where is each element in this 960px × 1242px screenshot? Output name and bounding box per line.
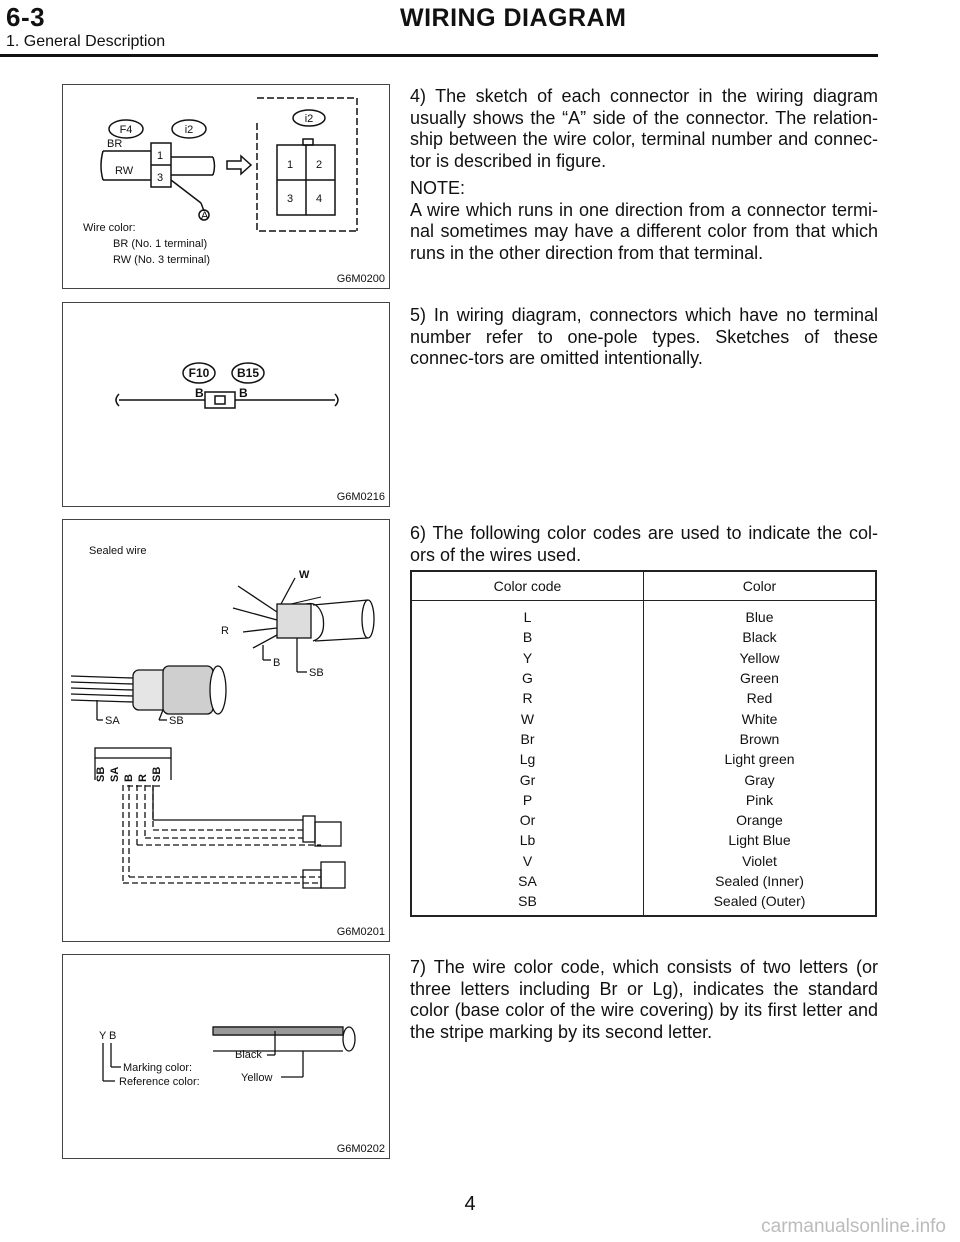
reference-color-value: Yellow <box>241 1072 273 1084</box>
table-row <box>411 648 876 668</box>
terminal-label-3: 3 <box>157 172 164 184</box>
color-name-cell: Pink <box>745 791 774 808</box>
color-name-cell: Orange <box>736 812 783 829</box>
paragraph-5: 5) In wiring diagram, connectors which have no terminal number refer to one-pole types. Sketches of these connec-tors are omitted intentionally. <box>410 305 878 368</box>
figure-caption: G6M0200 <box>336 273 385 285</box>
one-pole-connector-drawing <box>63 303 389 506</box>
wire-label-r: R <box>221 625 229 637</box>
color-name-cell: Black <box>742 629 777 646</box>
color-code-cell: P <box>411 790 644 810</box>
paragraph-wire-color-code <box>410 957 878 1043</box>
color-name-cell: Yellow <box>739 649 780 666</box>
wire-color-line-1: BR (No. 1 terminal) <box>113 238 208 250</box>
paragraph-color-codes <box>410 523 878 566</box>
color-code-table <box>410 570 877 917</box>
wire-color-line-2: RW (No. 3 terminal) <box>113 254 210 266</box>
note-label: NOTE: <box>410 178 466 198</box>
color-code-cell: V <box>411 851 644 871</box>
color-code-cell: Lb <box>411 830 644 850</box>
table-row <box>411 810 876 830</box>
grid-terminal-4: 4 <box>316 193 323 205</box>
paragraph-6: 6) The following color codes are used to indicate the col-ors of the wires used. <box>410 523 878 565</box>
side-a-label: A <box>201 210 209 222</box>
wire-color-code-drawing <box>63 955 389 1158</box>
table-row <box>411 871 876 891</box>
connector-label-i2: i2 <box>184 124 194 136</box>
color-code-cell: Or <box>411 810 644 830</box>
vertical-label-sb-1: SB <box>95 766 107 782</box>
color-code-cell: Y <box>411 648 644 668</box>
subsection-title: 1. General Description <box>6 33 166 50</box>
figure-caption: G6M0201 <box>336 926 385 938</box>
color-name-cell: Gray <box>744 771 775 788</box>
color-name-cell: Sealed (Inner) <box>715 873 804 889</box>
color-code-cell: G <box>411 668 644 688</box>
reference-color-label: Reference color: <box>119 1076 200 1088</box>
terminal-label-1: 1 <box>157 150 164 162</box>
connector-label-b15: B15 <box>236 366 260 380</box>
table-row <box>411 851 876 871</box>
wire-label-sa: SA <box>105 715 120 727</box>
wire-label-right: B <box>239 386 248 400</box>
table-row <box>411 749 876 769</box>
grid-terminal-1: 1 <box>287 159 294 171</box>
page-title: WIRING DIAGRAM <box>400 4 627 32</box>
color-code-cell: R <box>411 688 644 708</box>
color-name-cell: Blue <box>745 609 774 626</box>
grid-terminal-2: 2 <box>316 159 323 171</box>
color-code-cell: W <box>411 708 644 728</box>
paragraph-4: 4) The sketch of each connector in the wiring diagram usually shows the “A” side of the connector. The relation-ship between the wire color, terminal number and connec-tor is described in figure. <box>410 86 878 171</box>
wire-label-sb: SB <box>309 667 324 679</box>
figure-connector-sketch <box>62 84 390 289</box>
color-code-cell: Br <box>411 729 644 749</box>
color-code-cell: SA <box>411 871 644 891</box>
color-code-cell: Lg <box>411 749 644 769</box>
watermark: carmanualsonline.info <box>761 1216 946 1237</box>
figure-caption: G6M0202 <box>336 1143 385 1155</box>
color-code-cell: B <box>411 627 644 647</box>
vertical-label-r: R <box>137 774 149 782</box>
marking-color-value: Black <box>235 1049 262 1061</box>
color-name-cell: White <box>741 710 778 727</box>
connector-label-i2-enlarged: i2 <box>304 113 314 125</box>
sealed-wire-drawing <box>63 520 389 941</box>
wire-label-br: BR <box>107 138 123 150</box>
paragraph-7: 7) The wire color code, which consists of two letters (or three letters including Br or Lg), indicates the standard color (base color of the wire covering) by its first letter and the stripe marking by its second letter. <box>410 957 878 1042</box>
color-name-cell: Brown <box>739 730 780 747</box>
section-number: 6-3 <box>6 2 46 32</box>
table-header-row <box>411 571 876 601</box>
column-header-color: Color <box>644 571 877 601</box>
color-code-cell: Gr <box>411 769 644 789</box>
table-row <box>411 830 876 850</box>
connector-sketch-drawing <box>63 85 389 288</box>
wire-label-left: B <box>195 386 204 400</box>
color-name-cell: Green <box>740 670 779 687</box>
paragraph-connector-sketch <box>410 86 878 264</box>
table-row <box>411 688 876 708</box>
connector-label-f4: F4 <box>119 124 133 136</box>
table-row <box>411 627 876 647</box>
page-number: 4 <box>464 1193 476 1215</box>
header-rule <box>0 54 878 57</box>
column-header-code: Color code <box>411 571 644 601</box>
table-row <box>411 729 876 749</box>
code-letter-b: B <box>109 1030 117 1042</box>
wire-color-title: Wire color: <box>83 222 136 234</box>
color-code-cell: L <box>411 601 644 628</box>
wire-label-rw: RW <box>115 165 134 177</box>
sealed-wire-title: Sealed wire <box>89 545 147 557</box>
table-row <box>411 708 876 728</box>
wire-label-b: B <box>273 657 281 669</box>
figure-caption: G6M0216 <box>336 491 385 503</box>
connector-label-f10: F10 <box>188 366 210 380</box>
code-letter-y: Y <box>99 1030 107 1042</box>
grid-terminal-3: 3 <box>287 193 294 205</box>
vertical-label-sb-2: SB <box>151 766 163 782</box>
table-row <box>411 769 876 789</box>
figure-one-pole-connector <box>62 302 390 507</box>
table-row <box>411 891 876 916</box>
color-code-cell: SB <box>411 891 644 916</box>
color-name-cell: Violet <box>742 852 777 869</box>
table-row <box>411 790 876 810</box>
color-name-cell: Red <box>746 690 773 707</box>
figure-wire-color-code <box>62 954 390 1159</box>
color-name-cell: Sealed (Outer) <box>713 893 806 910</box>
note-text: A wire which runs in one direction from a connector termi-nal sometimes may have a different color from that which runs in the other direction from that terminal. <box>410 199 878 263</box>
marking-color-label: Marking color: <box>123 1062 193 1074</box>
color-name-cell: Light Blue <box>728 832 791 849</box>
wire-label-w: W <box>299 569 310 581</box>
color-name-cell: Light green <box>724 751 795 768</box>
paragraph-one-pole <box>410 305 878 370</box>
table-row <box>411 601 876 628</box>
vertical-label-sa: SA <box>109 766 121 782</box>
figure-sealed-wire <box>62 519 390 942</box>
table-row <box>411 668 876 688</box>
vertical-label-b: B <box>123 774 135 782</box>
wire-label-sb-lower: SB <box>169 715 184 727</box>
